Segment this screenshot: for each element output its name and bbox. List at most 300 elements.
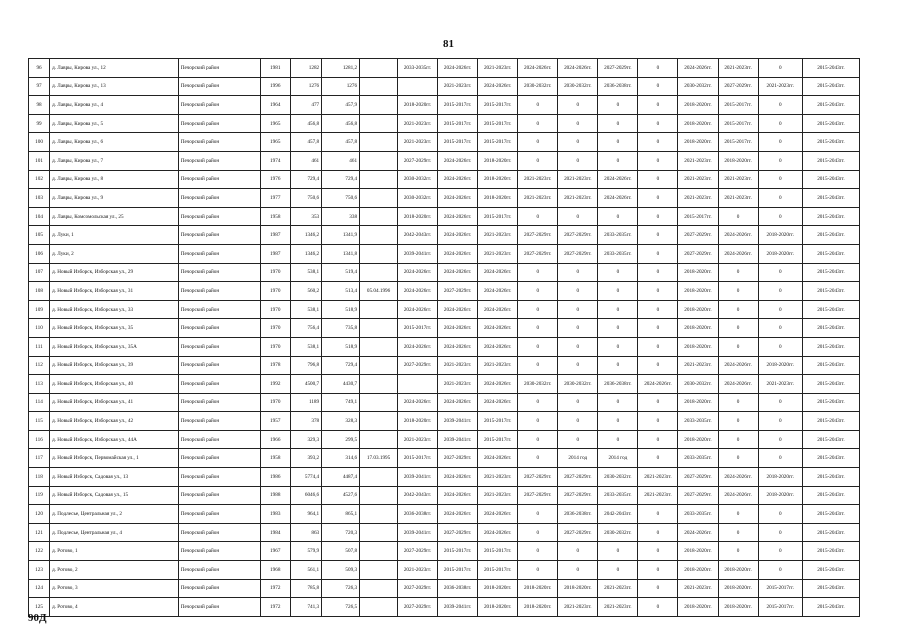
table-row: [29, 207, 860, 226]
cell-water-term: 2027-2029гг.: [558, 486, 598, 505]
cell-status-date: [360, 319, 398, 338]
cell-row-number: 120: [29, 505, 50, 524]
cell-heating-term: 2027-2029гг.: [518, 486, 558, 505]
cell-electric-term: 2030-2032гг.: [678, 375, 718, 394]
table-row: [29, 319, 860, 338]
cell-electric-term: 2033-2035гг.: [678, 449, 718, 468]
cell-district: Печорский район: [178, 356, 260, 375]
cell-electric-term: 2018-2020гг.: [678, 598, 718, 617]
cell-district: Печорский район: [178, 598, 260, 617]
cell-basement-term: 0: [758, 263, 802, 282]
cell-facade-term: 2039-2041гг.: [438, 430, 478, 449]
cell-facade-term: 2024-2026гг.: [438, 189, 478, 208]
cell-gas-term: 2015-2017гг.: [718, 96, 758, 115]
cell-roof-term: 2018-2020гг.: [398, 96, 438, 115]
cell-facade-term: 2024-2026гг.: [438, 170, 478, 189]
cell-foundation-term: 2024-2026гг.: [478, 505, 518, 524]
cell-lift-term: 0: [638, 244, 678, 263]
cell-foundation-term: 2015-2017гг.: [478, 412, 518, 431]
cell-foundation-term: 2018-2020гг.: [478, 189, 518, 208]
cell-gas-term: 0: [718, 207, 758, 226]
cell-gas-term: 0: [718, 263, 758, 282]
cell-total-area: 538,1: [290, 263, 322, 282]
cell-lift-term: 0: [638, 114, 678, 133]
cell-status-date: [360, 226, 398, 245]
cell-district: Печорский район: [178, 486, 260, 505]
cell-heating-term: 0: [518, 356, 558, 375]
cell-basement-term: 2018-2020гг.: [758, 244, 802, 263]
cell-foundation-term: 2024-2026гг.: [478, 393, 518, 412]
cell-living-area: 1341,9: [322, 226, 360, 245]
cell-basement-term: 0: [758, 151, 802, 170]
cell-build-year: 1992: [260, 375, 290, 394]
cell-build-year: 1978: [260, 356, 290, 375]
cell-basement-term: 0: [758, 542, 802, 561]
cell-total-area: 560,2: [290, 282, 322, 301]
cell-roof-term: 2027-2029гг.: [398, 598, 438, 617]
cell-status-date: [360, 77, 398, 96]
cell-total-area: 457,8: [290, 133, 322, 152]
cell-facade-term: 2027-2029гг.: [438, 282, 478, 301]
cell-heating-term: 0: [518, 114, 558, 133]
cell-heating-term: 0: [518, 393, 558, 412]
cell-address: д. Лавры, Кирова ул., 12: [50, 59, 179, 78]
table-row: [29, 59, 860, 78]
cell-total-area: 456,8: [290, 114, 322, 133]
cell-build-year: 1968: [260, 561, 290, 580]
cell-water-term: 2021-2023гг.: [558, 598, 598, 617]
cell-living-area: 749,1: [322, 393, 360, 412]
cell-gas-term: 0: [718, 430, 758, 449]
cell-basement-term: 2021-2023гг.: [758, 77, 802, 96]
cell-district: Печорский район: [178, 189, 260, 208]
cell-foundation-term: 2024-2026гг.: [478, 523, 518, 542]
cell-living-area: 1341,8: [322, 244, 360, 263]
cell-roof-term: 2033-2035гг.: [398, 59, 438, 78]
cell-program-term: 2015-2043гг.: [802, 561, 859, 580]
cell-water-term: 0: [558, 561, 598, 580]
cell-lift-term: 0: [638, 356, 678, 375]
cell-gas-term: 0: [718, 319, 758, 338]
cell-electric-term: 2018-2020гг.: [678, 319, 718, 338]
cell-heating-term: 2030-2032гг.: [518, 375, 558, 394]
table-row: [29, 523, 860, 542]
cell-living-area: 720,3: [322, 523, 360, 542]
cell-program-term: 2015-2043гг.: [802, 412, 859, 431]
cell-water-term: 0: [558, 356, 598, 375]
cell-total-area: 785,8: [290, 579, 322, 598]
cell-district: Печорский район: [178, 282, 260, 301]
cell-sewer-term: 0: [598, 430, 638, 449]
cell-sewer-term: 2036-2038гг.: [598, 375, 638, 394]
cell-facade-term: 2024-2026гг.: [438, 226, 478, 245]
table-row: [29, 375, 860, 394]
cell-electric-term: 2018-2020гг.: [678, 282, 718, 301]
cell-foundation-term: 2021-2023гг.: [478, 59, 518, 78]
cell-address: д. Новый Изборск, Изборская ул., 33: [50, 300, 179, 319]
cell-basement-term: 0: [758, 412, 802, 431]
table-row: [29, 579, 860, 598]
cell-program-term: 2015-2043гг.: [802, 393, 859, 412]
cell-build-year: 1965: [260, 133, 290, 152]
cell-heating-term: 2021-2023гг.: [518, 170, 558, 189]
cell-water-term: 0: [558, 319, 598, 338]
cell-heating-term: 0: [518, 449, 558, 468]
footer-code: 90Д: [28, 612, 47, 624]
cell-heating-term: 2024-2026гг.: [518, 59, 558, 78]
cell-living-area: 507,8: [322, 542, 360, 561]
cell-status-date: [360, 207, 398, 226]
cell-sewer-term: 0: [598, 412, 638, 431]
cell-heating-term: 2018-2020гг.: [518, 579, 558, 598]
cell-status-date: 05.04.1996: [360, 282, 398, 301]
cell-electric-term: 2018-2020гг.: [678, 300, 718, 319]
cell-living-area: 750,6: [322, 189, 360, 208]
cell-living-area: 509,3: [322, 561, 360, 580]
cell-program-term: 2015-2043гг.: [802, 207, 859, 226]
cell-heating-term: 2030-2032гг.: [518, 77, 558, 96]
cell-heating-term: 0: [518, 542, 558, 561]
cell-gas-term: 0: [718, 505, 758, 524]
cell-sewer-term: 2036-2038гг.: [598, 77, 638, 96]
cell-row-number: 116: [29, 430, 50, 449]
cell-address: д. Новый Изборск, Первомайская ул., 1: [50, 449, 179, 468]
cell-facade-term: 2027-2029гг.: [438, 523, 478, 542]
cell-facade-term: 2024-2026гг.: [438, 319, 478, 338]
cell-status-date: [360, 468, 398, 487]
cell-foundation-term: 2024-2026гг.: [478, 263, 518, 282]
cell-row-number: 102: [29, 170, 50, 189]
cell-build-year: 1966: [260, 430, 290, 449]
cell-water-term: 0: [558, 300, 598, 319]
cell-lift-term: 0: [638, 542, 678, 561]
cell-address: д. Новый Изборск, Изборская ул., 35А: [50, 337, 179, 356]
cell-living-area: 735,8: [322, 319, 360, 338]
cell-address: д. Лавры, Кирова ул., 7: [50, 151, 179, 170]
cell-lift-term: 0: [638, 561, 678, 580]
cell-total-area: 756,4: [290, 319, 322, 338]
cell-total-area: 329,3: [290, 430, 322, 449]
cell-total-area: 579,9: [290, 542, 322, 561]
cell-build-year: 1958: [260, 207, 290, 226]
cell-district: Печорский район: [178, 393, 260, 412]
cell-foundation-term: 2021-2023гг.: [478, 226, 518, 245]
cell-gas-term: 2015-2017гг.: [718, 133, 758, 152]
table-row: [29, 189, 860, 208]
cell-lift-term: 0: [638, 337, 678, 356]
cell-address: д. Новый Изборск, Изборская ул., 41: [50, 393, 179, 412]
cell-status-date: [360, 59, 398, 78]
cell-sewer-term: 0: [598, 207, 638, 226]
cell-foundation-term: 2024-2026гг.: [478, 319, 518, 338]
cell-program-term: 2015-2043гг.: [802, 151, 859, 170]
cell-sewer-term: 0: [598, 151, 638, 170]
cell-roof-term: 2015-2017гг.: [398, 319, 438, 338]
cell-roof-term: [398, 77, 438, 96]
cell-address: д. Лавры, Кирова ул., 8: [50, 170, 179, 189]
cell-water-term: 0: [558, 282, 598, 301]
cell-build-year: 1970: [260, 300, 290, 319]
cell-status-date: [360, 598, 398, 617]
cell-roof-term: 2036-2038гг.: [398, 505, 438, 524]
cell-status-date: [360, 412, 398, 431]
cell-address: д. Луки, 1: [50, 226, 179, 245]
cell-facade-term: 2024-2026гг.: [438, 207, 478, 226]
cell-roof-term: 2021-2023гг.: [398, 430, 438, 449]
cell-roof-term: 2039-2041гг.: [398, 244, 438, 263]
cell-program-term: 2015-2043гг.: [802, 114, 859, 133]
cell-basement-term: 0: [758, 114, 802, 133]
cell-roof-term: 2027-2029гг.: [398, 579, 438, 598]
cell-address: д. Подлесье, Центральная ул., 2: [50, 505, 179, 524]
table-row: [29, 505, 860, 524]
cell-facade-term: 2021-2023гг.: [438, 375, 478, 394]
cell-address: д. Новый Изборск, Садовая ул., 15: [50, 486, 179, 505]
cell-living-area: 513,4: [322, 282, 360, 301]
cell-facade-term: 2024-2026гг.: [438, 468, 478, 487]
table-row: [29, 114, 860, 133]
cell-sewer-term: 0: [598, 133, 638, 152]
cell-lift-term: 0: [638, 133, 678, 152]
cell-electric-term: 2021-2023гг.: [678, 356, 718, 375]
cell-electric-term: 2021-2023гг.: [678, 151, 718, 170]
cell-gas-term: 2024-2026гг.: [718, 244, 758, 263]
cell-total-area: 1346,2: [290, 226, 322, 245]
table-row: [29, 96, 860, 115]
cell-district: Печорский район: [178, 59, 260, 78]
cell-lift-term: 0: [638, 579, 678, 598]
cell-basement-term: 0: [758, 133, 802, 152]
cell-electric-term: 2018-2020гг.: [678, 96, 718, 115]
table-row: [29, 300, 860, 319]
cell-address: д. Лавры, Кирова ул., 9: [50, 189, 179, 208]
cell-gas-term: 0: [718, 542, 758, 561]
cell-status-date: [360, 133, 398, 152]
cell-build-year: 1988: [260, 486, 290, 505]
cell-lift-term: 0: [638, 523, 678, 542]
cell-electric-term: 2018-2020гг.: [678, 561, 718, 580]
cell-living-area: 726,3: [322, 579, 360, 598]
cell-build-year: 1967: [260, 542, 290, 561]
cell-roof-term: 2027-2029гг.: [398, 356, 438, 375]
cell-living-area: 519,4: [322, 263, 360, 282]
cell-basement-term: 0: [758, 207, 802, 226]
cell-foundation-term: 2015-2017гг.: [478, 133, 518, 152]
cell-basement-term: 0: [758, 189, 802, 208]
cell-foundation-term: 2015-2017гг.: [478, 561, 518, 580]
cell-lift-term: 0: [638, 263, 678, 282]
table-row: [29, 542, 860, 561]
cell-program-term: 2015-2043гг.: [802, 319, 859, 338]
cell-facade-term: 2021-2023гг.: [438, 356, 478, 375]
table-row: [29, 561, 860, 580]
cell-program-term: 2015-2043гг.: [802, 523, 859, 542]
cell-water-term: 2018-2020гг.: [558, 579, 598, 598]
cell-facade-term: 2024-2026гг.: [438, 59, 478, 78]
cell-water-term: 2024-2026гг.: [558, 59, 598, 78]
cell-living-area: 726,5: [322, 598, 360, 617]
cell-basement-term: 2018-2020гг.: [758, 356, 802, 375]
table-row: [29, 449, 860, 468]
cell-district: Печорский район: [178, 263, 260, 282]
cell-heating-term: 2027-2029гг.: [518, 244, 558, 263]
cell-program-term: 2015-2043гг.: [802, 226, 859, 245]
cell-roof-term: 2039-2041гг.: [398, 523, 438, 542]
cell-address: д. Подлесье, Центральная ул., 4: [50, 523, 179, 542]
cell-roof-term: 2018-2020гг.: [398, 207, 438, 226]
cell-program-term: 2015-2043гг.: [802, 96, 859, 115]
table-row: [29, 486, 860, 505]
cell-status-date: [360, 393, 398, 412]
cell-foundation-term: 2021-2023гг.: [478, 356, 518, 375]
cell-program-term: 2015-2043гг.: [802, 375, 859, 394]
cell-living-area: 299,5: [322, 430, 360, 449]
cell-foundation-term: 2018-2020гг.: [478, 170, 518, 189]
cell-address: д. Лавры, Кирова ул., 4: [50, 96, 179, 115]
cell-living-area: 729,4: [322, 356, 360, 375]
cell-district: Печорский район: [178, 170, 260, 189]
cell-heating-term: 0: [518, 282, 558, 301]
cell-row-number: 109: [29, 300, 50, 319]
cell-foundation-term: 2018-2020гг.: [478, 151, 518, 170]
cell-status-date: [360, 151, 398, 170]
cell-facade-term: 2015-2017гг.: [438, 542, 478, 561]
cell-facade-term: 2024-2026гг.: [438, 263, 478, 282]
cell-living-area: 518,9: [322, 337, 360, 356]
cell-foundation-term: 2015-2017гг.: [478, 96, 518, 115]
cell-facade-term: 2024-2026гг.: [438, 300, 478, 319]
cell-heating-term: 0: [518, 430, 558, 449]
cell-water-term: 2027-2029гг.: [558, 226, 598, 245]
cell-electric-term: 2018-2020гг.: [678, 430, 718, 449]
cell-lift-term: 0: [638, 226, 678, 245]
cell-sewer-term: 0: [598, 319, 638, 338]
cell-water-term: 2030-2032гг.: [558, 375, 598, 394]
cell-sewer-term: 0: [598, 114, 638, 133]
cell-living-area: 1281,2: [322, 59, 360, 78]
cell-gas-term: 0: [718, 300, 758, 319]
cell-basement-term: 0: [758, 319, 802, 338]
cell-electric-term: 2027-2029гг.: [678, 226, 718, 245]
cell-address: д. Новый Изборск, Садовая ул., 13: [50, 468, 179, 487]
cell-sewer-term: 2033-2035гг.: [598, 486, 638, 505]
cell-address: д. Новый Изборск, Изборская ул., 44А: [50, 430, 179, 449]
cell-water-term: 0: [558, 337, 598, 356]
cell-row-number: 110: [29, 319, 50, 338]
cell-living-area: 338: [322, 207, 360, 226]
cell-lift-term: 0: [638, 393, 678, 412]
cell-status-date: [360, 430, 398, 449]
cell-living-area: 4487,4: [322, 468, 360, 487]
cell-sewer-term: 2014 год: [598, 449, 638, 468]
cell-electric-term: 2021-2023гг.: [678, 189, 718, 208]
cell-status-date: [360, 523, 398, 542]
cell-row-number: 117: [29, 449, 50, 468]
cell-heating-term: 2027-2029гг.: [518, 468, 558, 487]
cell-gas-term: 2021-2023гг.: [718, 189, 758, 208]
cell-sewer-term: 0: [598, 337, 638, 356]
cell-water-term: 0: [558, 430, 598, 449]
cell-row-number: 125: [29, 598, 50, 617]
cell-status-date: [360, 542, 398, 561]
cell-gas-term: 2021-2023гг.: [718, 170, 758, 189]
cell-gas-term: 2027-2029гг.: [718, 77, 758, 96]
cell-address: д. Лавры, Кирова ул., 5: [50, 114, 179, 133]
cell-basement-term: 0: [758, 449, 802, 468]
cell-sewer-term: 0: [598, 96, 638, 115]
cell-row-number: 119: [29, 486, 50, 505]
cell-address: д. Лавры, Комсомольская ул., 25: [50, 207, 179, 226]
cell-address: д. Ротово, 3: [50, 579, 179, 598]
cell-program-term: 2015-2043гг.: [802, 337, 859, 356]
cell-total-area: 378: [290, 412, 322, 431]
cell-sewer-term: 2033-2035гг.: [598, 244, 638, 263]
cell-address: д. Ротово, 4: [50, 598, 179, 617]
cell-district: Печорский район: [178, 244, 260, 263]
cell-gas-term: 2024-2026гг.: [718, 226, 758, 245]
cell-basement-term: 0: [758, 505, 802, 524]
cell-status-date: [360, 244, 398, 263]
cell-district: Печорский район: [178, 449, 260, 468]
table-row: [29, 170, 860, 189]
cell-build-year: 1970: [260, 263, 290, 282]
cell-heating-term: 0: [518, 337, 558, 356]
cell-electric-term: 2018-2020гг.: [678, 263, 718, 282]
cell-row-number: 107: [29, 263, 50, 282]
cell-status-date: [360, 263, 398, 282]
table-row: [29, 151, 860, 170]
cell-program-term: 2015-2043гг.: [802, 598, 859, 617]
cell-living-area: 729,4: [322, 170, 360, 189]
cell-water-term: 2021-2023гг.: [558, 170, 598, 189]
cell-gas-term: 0: [718, 449, 758, 468]
cell-roof-term: 2042-2043гг.: [398, 226, 438, 245]
cell-program-term: 2015-2043гг.: [802, 133, 859, 152]
cell-living-area: 457,9: [322, 96, 360, 115]
cell-electric-term: 2033-2035гг.: [678, 505, 718, 524]
cell-gas-term: 2024-2026гг.: [718, 356, 758, 375]
cell-total-area: 964,1: [290, 505, 322, 524]
cell-lift-term: 0: [638, 430, 678, 449]
cell-row-number: 97: [29, 77, 50, 96]
cell-row-number: 114: [29, 393, 50, 412]
cell-status-date: 17.03.1995: [360, 449, 398, 468]
cell-roof-term: 2024-2026гг.: [398, 337, 438, 356]
cell-gas-term: 2024-2026гг.: [718, 486, 758, 505]
cell-foundation-term: 2015-2017гг.: [478, 207, 518, 226]
cell-heating-term: 0: [518, 263, 558, 282]
cell-roof-term: 2018-2020гг.: [398, 412, 438, 431]
cell-district: Печорский район: [178, 151, 260, 170]
cell-facade-term: 2024-2026гг.: [438, 393, 478, 412]
cell-sewer-term: 2030-2032гг.: [598, 468, 638, 487]
cell-facade-term: 2024-2026гг.: [438, 505, 478, 524]
cell-district: Печорский район: [178, 300, 260, 319]
cell-district: Печорский район: [178, 114, 260, 133]
cell-lift-term: 0: [638, 59, 678, 78]
cell-status-date: [360, 356, 398, 375]
cell-roof-term: 2021-2023гг.: [398, 133, 438, 152]
table-row: [29, 337, 860, 356]
cell-electric-term: 2033-2035гг.: [678, 412, 718, 431]
cell-lift-term: 2021-2023гг.: [638, 486, 678, 505]
cell-district: Печорский район: [178, 523, 260, 542]
cell-gas-term: 0: [718, 337, 758, 356]
cell-foundation-term: 2021-2023гг.: [478, 468, 518, 487]
cell-electric-term: 2018-2020гг.: [678, 133, 718, 152]
cell-sewer-term: 0: [598, 300, 638, 319]
cell-district: Печорский район: [178, 412, 260, 431]
